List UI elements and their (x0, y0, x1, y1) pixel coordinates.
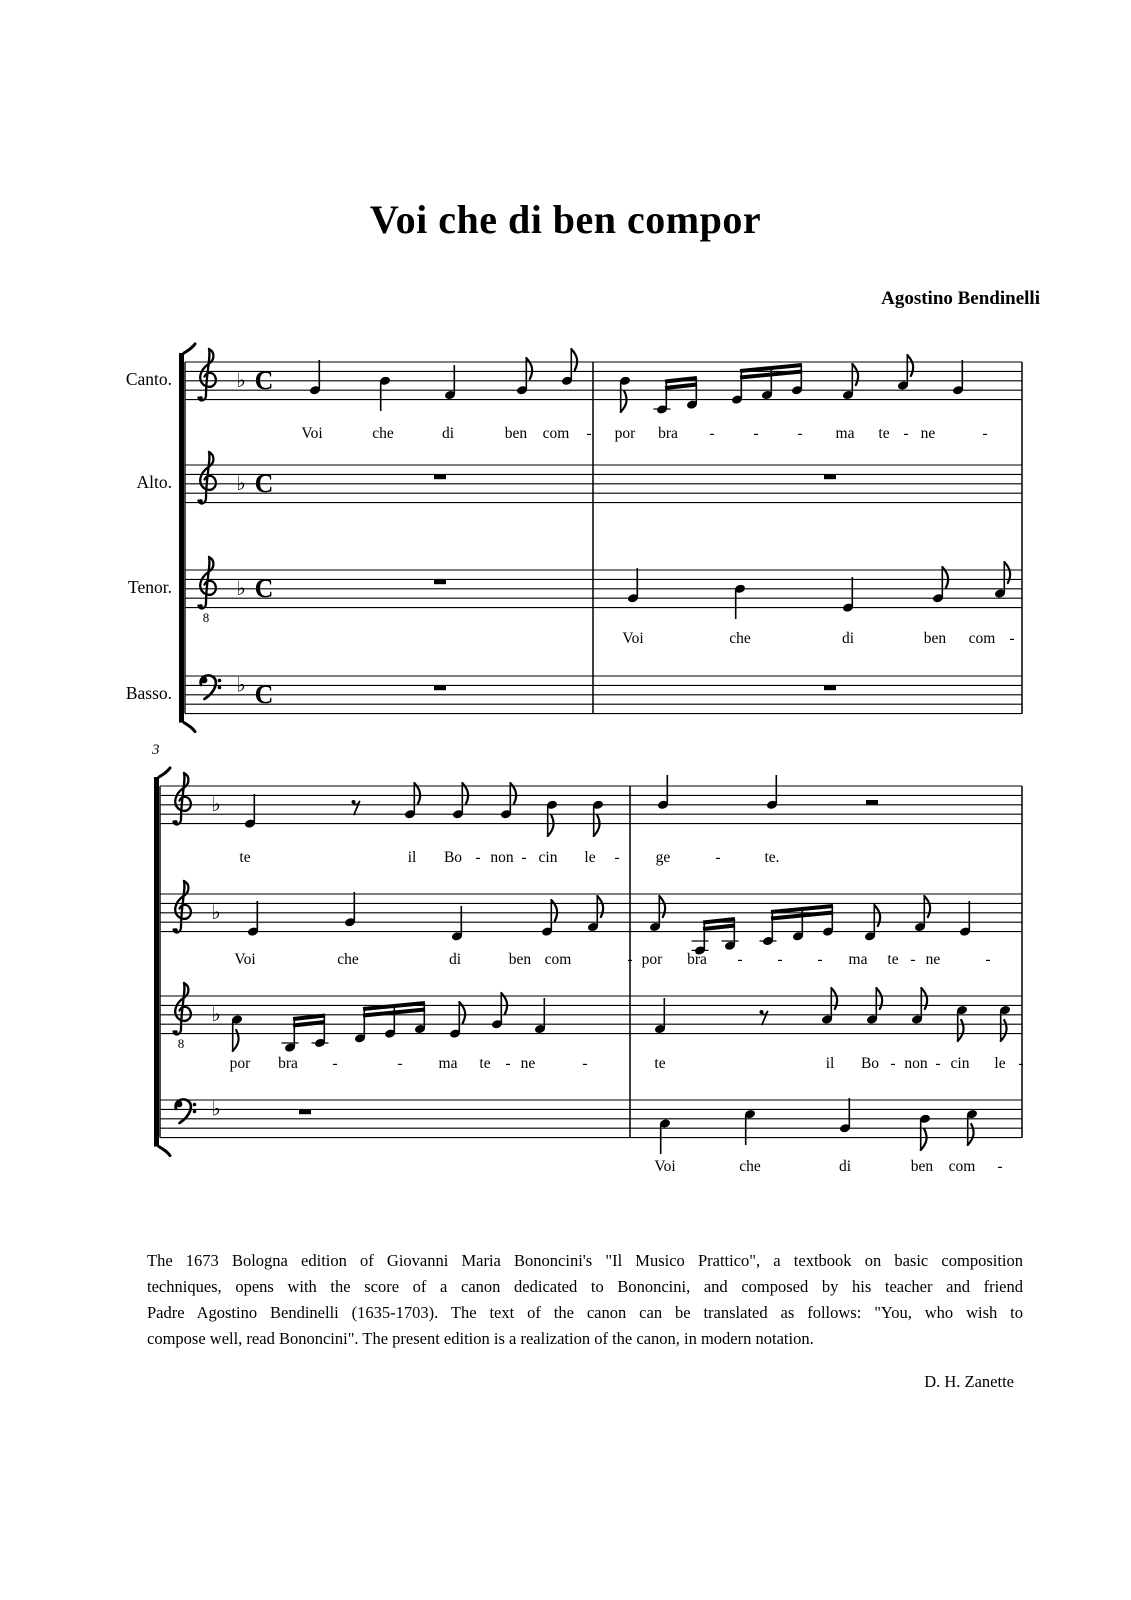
editorial-note-line: compose well, read Bononcini". The present edition is a realization of the canon, in modern notation. (147, 1329, 814, 1348)
svg-text:♭: ♭ (236, 575, 246, 600)
lyric-syllable: che (739, 1158, 761, 1175)
svg-text:♭: ♭ (236, 672, 246, 697)
lyric-hyphen: - (709, 425, 715, 442)
svg-text:♭: ♭ (236, 470, 246, 495)
lyric-hyphen: - (737, 951, 743, 968)
lyric-syllable: ben (923, 630, 947, 647)
lyric-syllable: te. (764, 849, 780, 866)
lyric-hyphen: - (777, 951, 783, 968)
lyric-hyphen: - (903, 425, 909, 442)
lyric-syllable: te (878, 425, 890, 442)
lyric-hyphen: - (332, 1055, 338, 1072)
lyric-syllable: Voi (654, 1158, 676, 1175)
lyric-syllable: Bo (443, 849, 463, 866)
lyric-syllable: Voi (301, 425, 323, 442)
svg-text:♭: ♭ (236, 367, 246, 392)
staff-label-basso: Basso. (125, 683, 172, 703)
lyric-syllable: di (838, 1158, 852, 1175)
staff-label-tenor: Tenor. (128, 577, 172, 597)
svg-text:C: C (254, 366, 274, 395)
lyric-hyphen: - (817, 951, 823, 968)
lyric-syllable: che (337, 951, 359, 968)
staff-label-alto: Alto. (136, 472, 172, 492)
lyric-syllable: por (229, 1055, 251, 1072)
lyric-syllable: non (904, 1055, 928, 1072)
lyric-hyphen: - (797, 425, 803, 442)
lyric-syllable: di (841, 630, 855, 647)
lyric-hyphen: - (521, 849, 527, 866)
lyric-hyphen: - (935, 1055, 941, 1072)
lyric-hyphen: - (397, 1055, 403, 1072)
lyric-hyphen: - (910, 951, 916, 968)
lyric-hyphen: - (505, 1055, 511, 1072)
lyric-syllable: ne (520, 1055, 536, 1072)
lyric-syllable: Voi (234, 951, 256, 968)
lyric-syllable: ben (508, 951, 532, 968)
editorial-note (147, 1248, 1023, 1352)
editor-signature: D. H. Zanette (924, 1372, 1014, 1391)
lyric-syllable: por (614, 425, 636, 442)
lyric-syllable: ne (920, 425, 936, 442)
lyric-syllable: che (372, 425, 394, 442)
lyric-hyphen: - (753, 425, 759, 442)
svg-text:C: C (254, 680, 274, 709)
lyric-hyphen: - (982, 425, 988, 442)
lyric-syllable: ma (848, 951, 868, 968)
lyric-syllable: ne (925, 951, 941, 968)
lyric-syllable: bra (278, 1055, 298, 1072)
svg-text:♭: ♭ (211, 1096, 221, 1121)
lyric-syllable: non (490, 849, 514, 866)
staff-label-canto: Canto. (125, 369, 172, 389)
lyric-syllable: le (994, 1055, 1006, 1072)
lyric-hyphen: - (1009, 630, 1015, 647)
lyric-syllable: Voi (622, 630, 644, 647)
lyric-syllable: bra (658, 425, 678, 442)
lyric-hyphen: - (715, 849, 721, 866)
svg-text:♭: ♭ (211, 1001, 221, 1026)
lyric-syllable: cin (950, 1055, 970, 1072)
lyric-syllable: te (479, 1055, 491, 1072)
lyric-syllable: di (441, 425, 455, 442)
page-title: Voi che di ben compor (369, 197, 762, 242)
lyric-hyphen: - (475, 849, 481, 866)
lyric-syllable: te (239, 849, 251, 866)
svg-text:♭: ♭ (211, 899, 221, 924)
svg-text:♭: ♭ (211, 791, 221, 816)
svg-text:C: C (254, 469, 274, 498)
lyric-syllable: por (641, 951, 663, 968)
lyric-syllable: di (448, 951, 462, 968)
editorial-note-line: The 1673 Bologna edition of Giovanni Maria Bononcini's "Il Musico Prattico", a textbook on basic composition (147, 1251, 1023, 1270)
svg-text:8: 8 (202, 610, 210, 625)
lyric-hyphen: - (627, 951, 633, 968)
lyric-hyphen: - (997, 1158, 1003, 1175)
lyric-syllable: cin (538, 849, 558, 866)
lyric-hyphen: - (582, 1055, 588, 1072)
lyric-syllable: te (887, 951, 899, 968)
lyric-syllable: che (729, 630, 751, 647)
lyric-hyphen: - (614, 849, 620, 866)
lyric-hyphen: - (1018, 1055, 1024, 1072)
lyric-syllable: le (584, 849, 596, 866)
lyric-syllable: il (407, 849, 417, 866)
lyric-hyphen: - (586, 425, 592, 442)
measure-number: 3 (152, 742, 160, 758)
lyric-syllable: ge (655, 849, 671, 866)
lyric-hyphen: - (890, 1055, 896, 1072)
svg-text:C: C (254, 574, 274, 603)
lyric-syllable: bra (687, 951, 707, 968)
lyric-syllable: ben (910, 1158, 934, 1175)
lyric-syllable: com (542, 425, 570, 442)
editorial-note-line: Padre Agostino Bendinelli (1635-1703). The text of the canon can be translated as follows: "You, who wish to (147, 1303, 1023, 1322)
svg-text:8: 8 (177, 1036, 185, 1051)
lyric-syllable: ma (835, 425, 855, 442)
composer-name: Agostino Bendinelli (881, 288, 1040, 309)
lyric-syllable: com (544, 951, 572, 968)
editorial-note-line: techniques, opens with the score of a canon dedicated to Bononcini, and composed by his teacher and friend (147, 1277, 1023, 1296)
lyric-syllable: Bo (860, 1055, 880, 1072)
lyric-syllable: ma (438, 1055, 458, 1072)
lyric-syllable: com (968, 630, 996, 647)
lyric-syllable: te (654, 1055, 666, 1072)
lyric-syllable: com (948, 1158, 976, 1175)
lyric-syllable: ben (504, 425, 528, 442)
lyric-syllable: il (825, 1055, 835, 1072)
lyric-hyphen: - (985, 951, 991, 968)
